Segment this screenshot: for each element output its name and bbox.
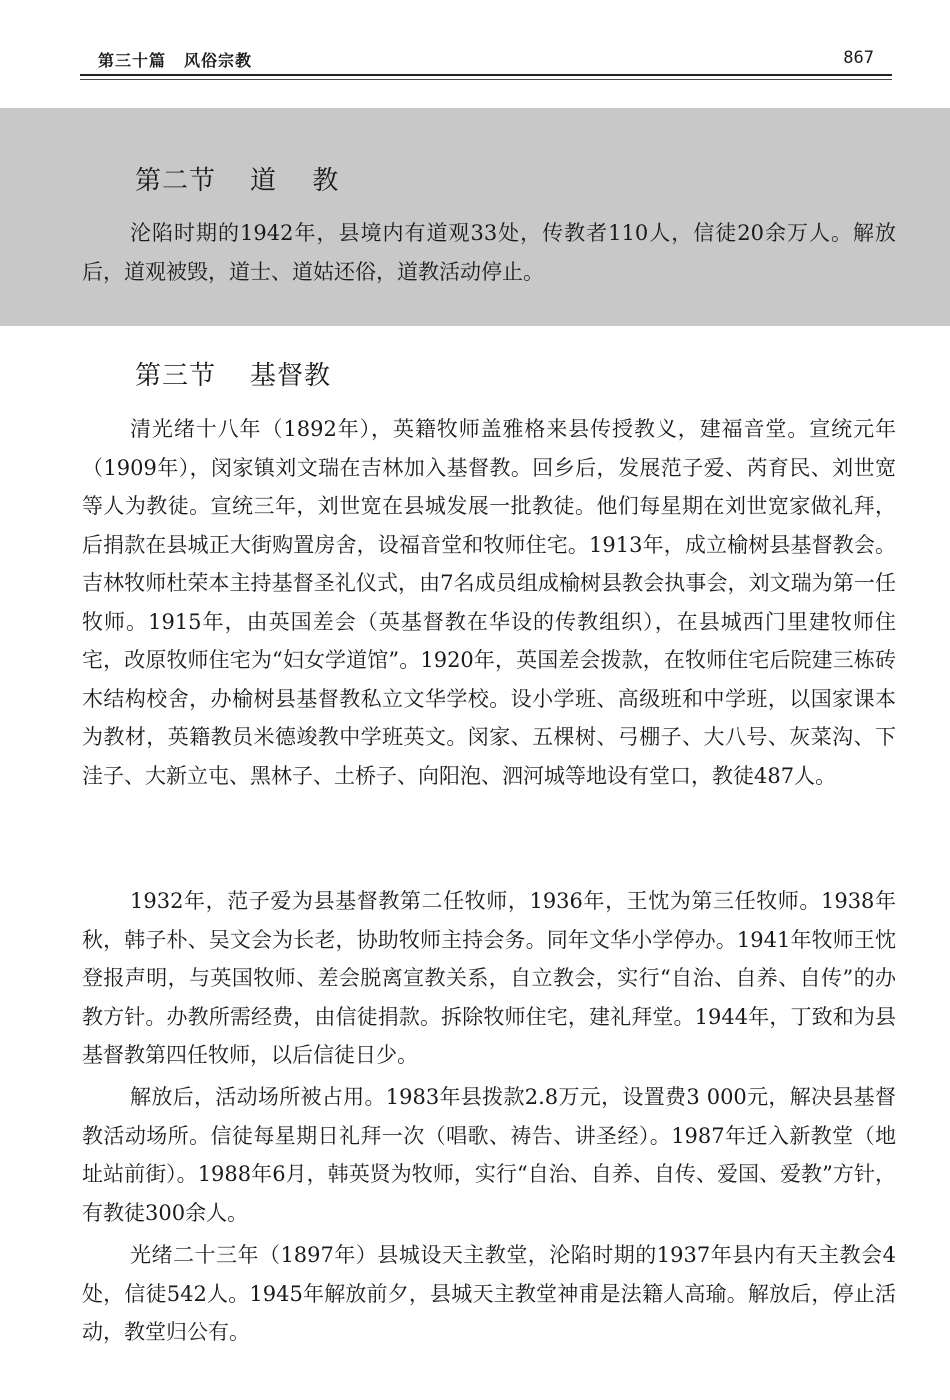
header-title <box>98 48 252 71</box>
section-number: 第二节 <box>135 166 217 196</box>
section-title-taoism <box>135 160 352 197</box>
paragraph: 清光绪十八年（1892年），英籍牧师盖雅格来县传授教义，建福音堂。宣统元年（1909年），闵家镇刘文瑞在吉林加入基督教。回乡后，发展范子爱、芮育民、刘世宽等人为教徒。宣统三年，刘世宽在县城发展一批教徒。他们每星期在刘世宽家做礼拜，后捐款在县城正大街购置房舍，设福音堂和牧师住宅。1913年，成立榆树县基督教会。吉林牧师杜荣本主持基督圣礼仪式，由7名成员组成榆树县教会执事会，刘文瑞为第一任牧师。1915年，由英国差会（英基督教在华设的传教组织），在县城西门里建牧师住宅，改原牧师住宅为“妇女学道馆”。1920年，英国差会拨款，在牧师住宅后院建三栋砖木结构校舍，办榆树县基督教私立文华学校。设小学班、高级班和中学班，以国家课本为教材，英籍教员米德竣教中学班英文。闵家、五棵树、弓棚子、大八号、灰菜沟、下洼子、大新立屯、黑林子、土桥子、向阳泡、泗河城等地设有堂口，教徒487人。 <box>82 417 896 788</box>
header-subject: 风俗宗教 <box>184 51 253 70</box>
paragraph: 解放后，活动场所被占用。1983年县拨款2.8万元，设置费3 000元，解决县基督教活动场所。信徒每星期日礼拜一次（唱歌、祷告、讲圣经）。1987年迁入新教堂（地址站前街）。1988年6月，韩英贤为牧师，实行“自治、自养、自传、爱国、爱教”方针，有教徒300余人。 <box>82 1085 896 1225</box>
section-title-christianity <box>135 355 331 392</box>
page-number: 867 <box>843 48 874 68</box>
running-header <box>80 44 892 78</box>
section-name: 道 教 <box>250 166 353 196</box>
section-name: 基督教 <box>250 361 332 391</box>
section-number: 第三节 <box>135 361 217 391</box>
header-rule-thin <box>80 79 892 80</box>
paragraph: 光绪二十三年（1897年）县城设天主教堂，沦陷时期的1937年县内有天主教会4处，信徒542人。1945年解放前夕，县城天主教堂神甫是法籍人高瑜。解放后，停止活动，教堂归公有。 <box>82 1243 896 1344</box>
paragraph: 沦陷时期的1942年，县境内有道观33处，传教者110人，信徒20余万人。解放后，道观被毁，道士、道姑还俗，道教活动停止。 <box>82 221 896 284</box>
paragraph: 1932年，范子爱为县基督教第二任牧师，1936年，王忱为第三任牧师。1938年秋，韩子朴、吴文会为长老，协助牧师主持会务。同年文华小学停办。1941年牧师王忱登报声明，与英国牧师、差会脱离宣教关系，自立教会，实行“自治、自养、自传”的办教方针。办教所需经费，由信徒捐款。拆除牧师住宅，建礼拜堂。1944年，丁致和为县基督教第四任牧师，以后信徒日少。 <box>82 889 896 1067</box>
header-rule <box>80 74 892 76</box>
header-part: 第三十篇 <box>98 51 167 70</box>
